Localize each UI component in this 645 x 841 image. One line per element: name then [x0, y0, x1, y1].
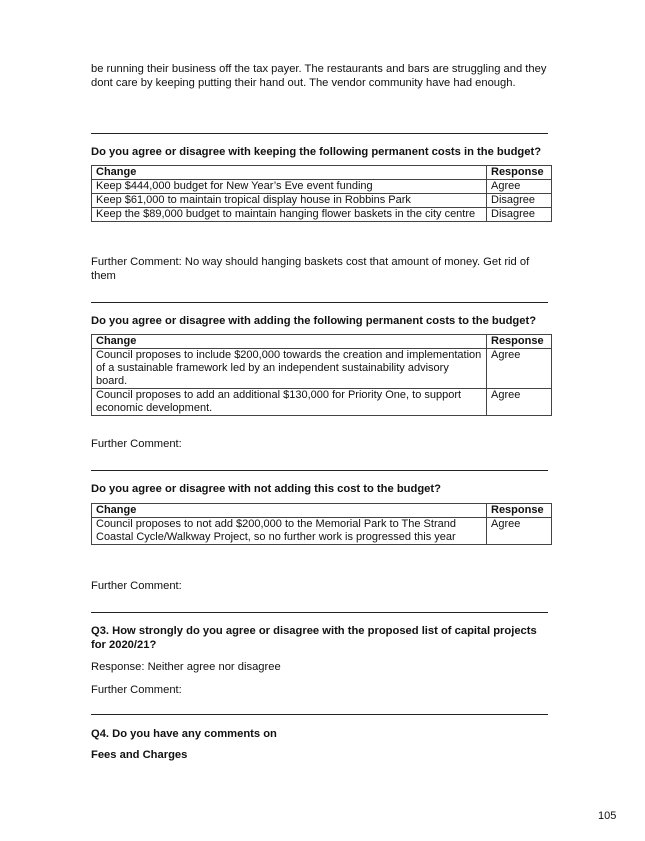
table-row [92, 194, 552, 208]
change-cell: Keep $61,000 to maintain tropical display house in Robbins Park [92, 194, 487, 208]
divider-line [91, 612, 548, 613]
section1-question: Do you agree or disagree with keeping the following permanent costs in the budget? [91, 146, 542, 158]
change-header: Change [92, 335, 487, 349]
divider-line [91, 302, 548, 303]
section2-table [91, 334, 552, 416]
divider-line [91, 133, 548, 134]
table-header-row [92, 504, 552, 518]
response-cell: Disagree [487, 208, 552, 222]
page-number: 105 [598, 810, 617, 822]
response-cell: Agree [487, 349, 552, 389]
divider-line [91, 714, 548, 715]
change-cell: Keep $444,000 budget for New Year’s Eve event funding [92, 180, 487, 194]
section1-table [91, 165, 552, 222]
section3-table [91, 503, 552, 545]
change-cell: Keep the $89,000 budget to maintain hanging flower baskets in the city centre [92, 208, 487, 222]
divider-line [91, 470, 548, 471]
response-header: Response [487, 166, 552, 180]
q4-subheading: Fees and Charges [91, 749, 188, 761]
change-cell: Council proposes to not add $200,000 to the Memorial Park to The Strand Coastal Cycle/Walkway Project, so no further work is progressed this year [92, 518, 487, 545]
response-header: Response [487, 504, 552, 518]
table-row [92, 208, 552, 222]
section1-comment: Further Comment: No way should hanging baskets cost that amount of money. Get rid of them [91, 256, 530, 282]
section2-question: Do you agree or disagree with adding the following permanent costs to the budget? [91, 315, 537, 327]
table-header-row [92, 335, 552, 349]
q3-comment: Further Comment: [91, 684, 182, 696]
table-row [92, 349, 552, 389]
table-row [92, 180, 552, 194]
response-cell: Agree [487, 389, 552, 416]
response-cell: Agree [487, 518, 552, 545]
section2-comment: Further Comment: [91, 438, 182, 450]
q3-question: Q3. How strongly do you agree or disagree with the proposed list of capital projects for 2020/21? [91, 625, 537, 651]
q4-question: Q4. Do you have any comments on [91, 728, 277, 740]
response-header: Response [487, 335, 552, 349]
table-header-row [92, 166, 552, 180]
section3-question: Do you agree or disagree with not adding this cost to the budget? [91, 483, 441, 495]
response-cell: Disagree [487, 194, 552, 208]
change-header: Change [92, 166, 487, 180]
table-row [92, 518, 552, 545]
q3-response: Response: Neither agree nor disagree [91, 661, 281, 673]
table-row [92, 389, 552, 416]
intro-paragraph: be running their business off the tax payer. The restaurants and bars are struggling and they dont care by keeping putting their hand out. The vendor community have had enough. [91, 63, 547, 89]
change-cell: Council proposes to include $200,000 towards the creation and implementation of a sustainable framework led by an independent sustainability advisory board. [92, 349, 487, 389]
change-header: Change [92, 504, 487, 518]
response-cell: Agree [487, 180, 552, 194]
change-cell: Council proposes to add an additional $130,000 for Priority One, to support economic development. [92, 389, 487, 416]
section3-comment: Further Comment: [91, 580, 182, 592]
